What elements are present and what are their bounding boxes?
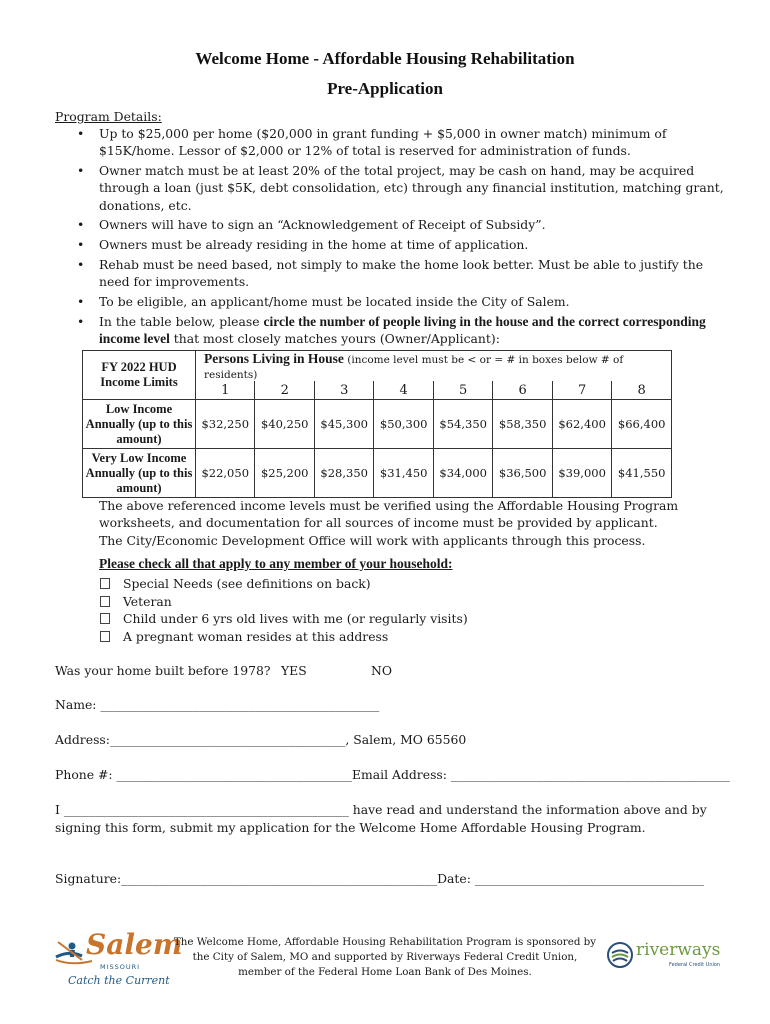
income-cell[interactable]: $50,300 — [374, 400, 433, 449]
phone-email-row — [55, 767, 730, 782]
persons-count-cell[interactable]: 1 — [196, 381, 255, 400]
salem-logo-word: Salem — [86, 928, 183, 961]
income-cell[interactable]: $54,350 — [433, 400, 492, 449]
income-limits-table — [82, 350, 672, 498]
income-cell[interactable]: $28,350 — [314, 449, 373, 498]
address-city: , Salem, MO 65560 — [345, 732, 467, 747]
income-cell[interactable]: $40,250 — [255, 400, 314, 449]
income-cell[interactable]: $31,450 — [374, 449, 433, 498]
household-heading: Please check all that apply to any member of your household: — [99, 556, 453, 571]
checkbox-item[interactable] — [99, 610, 468, 628]
table-row — [83, 400, 672, 449]
name-field[interactable]: _____________________________________________ — [100, 697, 380, 712]
email-label: Email Address: — [351, 767, 451, 782]
ack-name-field[interactable]: ______________________________________________ — [63, 802, 349, 817]
date-label: Date: — [437, 871, 475, 886]
income-cell[interactable]: $32,250 — [196, 400, 255, 449]
row-label-very-low-income: Very Low Income Annually (up to this amount) — [83, 449, 196, 498]
name-label: Name: — [55, 697, 101, 712]
checkbox[interactable] — [100, 578, 110, 589]
salem-logo — [52, 928, 183, 992]
program-details-list — [99, 125, 724, 350]
persons-header — [196, 351, 672, 382]
checkbox-item[interactable] — [99, 575, 468, 593]
checkbox-label: A pregnant woman resides at this address — [123, 628, 389, 644]
bullet-emphasis: circle the number of people living in the house and the correct corresponding income level — [99, 313, 706, 347]
checkbox-label: Special Needs (see definitions on back) — [123, 576, 371, 592]
income-cell[interactable]: $36,500 — [493, 449, 552, 498]
acknowledgement-line1 — [55, 802, 707, 817]
checkbox-label: Veteran — [123, 593, 172, 609]
checkbox-item[interactable] — [99, 628, 468, 646]
email-field[interactable]: _____________________________________________ — [450, 767, 730, 782]
signature-field[interactable]: ___________________________________________________ — [121, 871, 438, 886]
list-item: • To be eligible, an applicant/home must be located inside the City of Salem. — [99, 293, 724, 310]
ack-prefix: I — [55, 802, 64, 817]
footer-sponsor-text: The Welcome Home, Affordable Housing Rehabilitation Program is sponsored by the City of Salem, MO and supported by Riverways Federal Credit Union, member of the Federal Home Loan Bank of Des Moines. — [173, 936, 597, 978]
verification-text: The above referenced income levels must be verified using the Affordable Housing Program worksheets, and documentation for all sources of income must be provided by applicant. The City/Economic Development Office will work with applicants through this process. — [99, 498, 679, 548]
list-item — [99, 313, 724, 348]
salem-logo-state: MISSOURI — [100, 963, 141, 971]
checkbox-item[interactable] — [99, 593, 468, 611]
signature-row — [55, 871, 704, 886]
phone-label: Phone #: — [55, 767, 117, 782]
persons-count-cell[interactable]: 2 — [255, 381, 314, 400]
address-field[interactable]: ______________________________________ — [109, 732, 346, 747]
address-row — [55, 732, 466, 747]
list-item: • Owners will have to sign an “Acknowledgement of Receipt of Subsidy”. — [99, 216, 724, 233]
checkbox[interactable] — [100, 613, 110, 624]
table-row — [83, 449, 672, 498]
document-title: Welcome Home - Affordable Housing Rehabilitation — [195, 49, 575, 68]
persons-count-cell[interactable]: 7 — [552, 381, 611, 400]
phone-field[interactable]: ______________________________________ — [116, 767, 352, 782]
persons-count-cell[interactable]: 6 — [493, 381, 552, 400]
name-row — [55, 697, 379, 712]
riverways-word: riverways — [636, 940, 721, 960]
checkbox[interactable] — [100, 596, 110, 607]
riverways-logo — [607, 940, 722, 976]
household-checklist — [99, 575, 468, 645]
built-before-1978-row — [55, 663, 392, 678]
income-cell[interactable]: $66,400 — [612, 400, 672, 449]
income-cell[interactable]: $45,300 — [314, 400, 373, 449]
income-cell[interactable]: $58,350 — [493, 400, 552, 449]
income-cell[interactable]: $62,400 — [552, 400, 611, 449]
bullet-text: In the table below, please — [99, 313, 264, 329]
document-subtitle: Pre-Application — [327, 79, 443, 98]
address-label: Address: — [55, 732, 110, 747]
ack-text: have read and understand the information above and by — [348, 802, 707, 817]
income-cell[interactable]: $34,000 — [433, 449, 492, 498]
income-cell[interactable]: $25,200 — [255, 449, 314, 498]
checkbox[interactable] — [100, 631, 110, 642]
persons-label: Persons Living in House — [204, 351, 344, 366]
income-cell[interactable]: $41,550 — [612, 449, 672, 498]
table-corner-label: FY 2022 HUD Income Limits — [83, 351, 196, 400]
list-item: • Up to $25,000 per home ($20,000 in grant funding + $5,000 in owner match) minimum of $15K/home. Lessor of $2,000 or 12% of total is reserved for administration of funds. — [99, 125, 724, 160]
built-question: Was your home built before 1978? — [55, 663, 271, 678]
salem-logo-tagline: Catch the Current — [68, 974, 170, 987]
bullet-text: that most closely matches yours (Owner/Applicant): — [169, 331, 500, 347]
persons-note: (income level must be < or = # in boxes below # of residents) — [204, 354, 624, 381]
persons-count-cell[interactable]: 8 — [612, 381, 672, 400]
income-cell[interactable]: $39,000 — [552, 449, 611, 498]
yes-option[interactable]: YES — [281, 663, 307, 678]
riverways-sub: Federal Credit Union — [669, 962, 721, 968]
program-details-heading: Program Details: — [55, 109, 162, 124]
income-cell[interactable]: $22,050 — [196, 449, 255, 498]
persons-count-cell[interactable]: 5 — [433, 381, 492, 400]
date-field[interactable]: _____________________________________ — [474, 871, 705, 886]
signature-label: Signature: — [55, 871, 122, 886]
list-item: • Rehab must be need based, not simply to make the home look better. Must be able to justify the need for improvements. — [99, 256, 724, 291]
list-item: • Owners must be already residing in the home at time of application. — [99, 236, 724, 253]
persons-count-cell[interactable]: 4 — [374, 381, 433, 400]
persons-count-cell[interactable]: 3 — [314, 381, 373, 400]
row-label-low-income: Low Income Annually (up to this amount) — [83, 400, 196, 449]
riverways-logo-mark — [607, 942, 633, 968]
acknowledgement-line2: signing this form, submit my application for the Welcome Home Affordable Housing Program. — [55, 820, 646, 835]
checkbox-label: Child under 6 yrs old lives with me (or regularly visits) — [123, 611, 468, 627]
list-item: • Owner match must be at least 20% of the total project, may be cash on hand, may be acquired through a loan (just $5K, debt consolidation, etc) through any financial institution, matching grant, donations, etc. — [99, 162, 724, 214]
no-option[interactable]: NO — [371, 663, 392, 678]
